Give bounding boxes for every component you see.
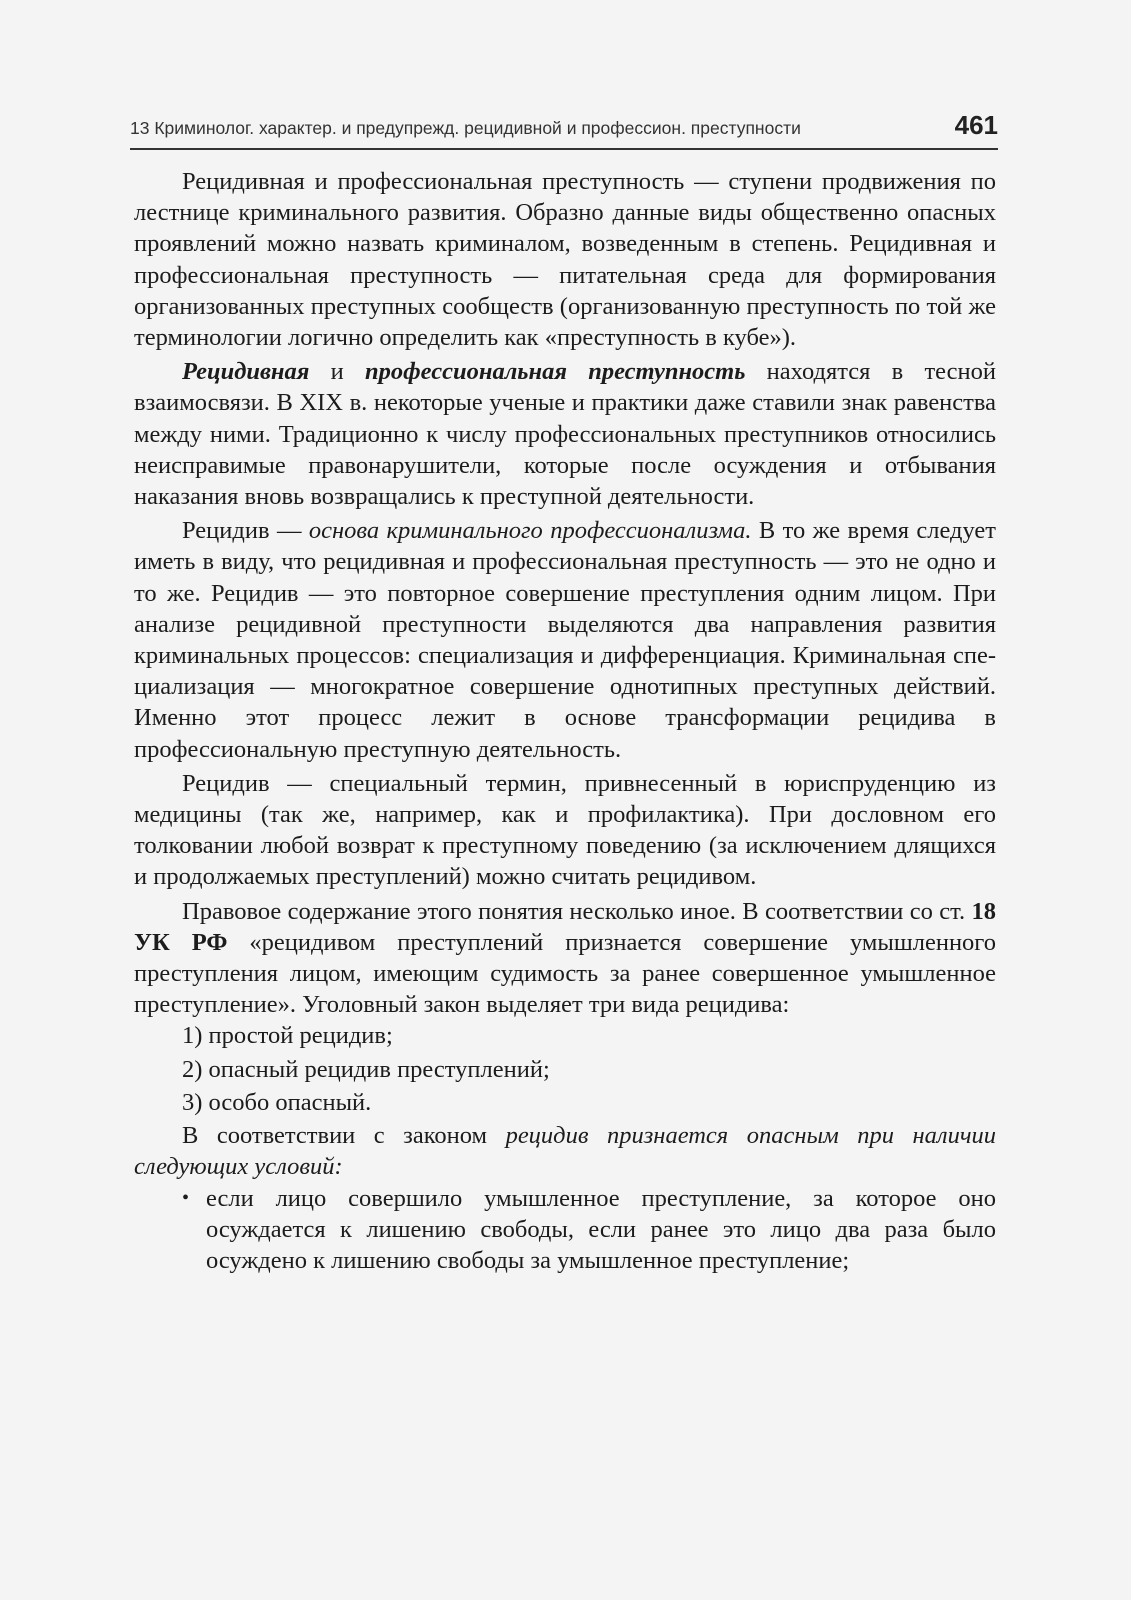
list-item-2: 2) опасный рецидив преступлений;	[182, 1055, 550, 1083]
list-item	[182, 1183, 996, 1277]
paragraph-1: Рецидивная и профессиональная преступность — ступени продвижения по лестнице криминального развития. Образно данные виды общественно опасных проявлений можно назвать криминалом, возведенным в степень. Рецидивная и профессиональная преступность — питательная среда для формирования организованных преступных сообществ (организованную преступность по той же терминологии логично определить как «преступность в кубе»).	[134, 168, 996, 352]
paragraph-3-start: Рецидив —	[182, 517, 309, 545]
paragraph-4: Рецидив — специальный термин, привнесенный в юриспруденцию из медицины (так же, например, как и профилактика). При дословном его толковании любой возврат к преступному поведению (за исключением длящихся и продолжаемых преступлений) можно считать рецидивом.	[134, 769, 996, 891]
body-text	[134, 166, 996, 1276]
emphasis-conditions: рецидив признается опасным при наличии следующих условий:	[134, 1122, 997, 1181]
paragraph-6-start: В соответствии с законом	[182, 1122, 506, 1150]
paragraph-3	[134, 515, 996, 765]
law-reference: 18 УК РФ	[134, 897, 996, 956]
paragraph-3-text: В то же время следует иметь в виду, что рецидивная и профессиональная преступность — это не одно и то же. Рецидив — это повторное совершение преступления одним лицом. При анализе рецидивной преступности выделяются два направления развития криминальных процессов: специализация и дифференциация. Криминальная специализация — многократное совершение однотипных преступных действий. Именно этот процесс лежит в основе трансформации рецидива в профессиональную преступную деятельность.	[134, 517, 997, 763]
conditions-list	[134, 1183, 996, 1277]
paragraph-5	[134, 896, 996, 1021]
paragraph-2-text: находятся в тесной взаимосвязи. В XIX в. некоторые ученые и практики даже ставили знак равенства между ними. Традиционно к числу профессиональных преступников относились неисправимые правонарушители, которые после осуждения и отбывания наказания вновь возвращались к преступной деятельности.	[134, 358, 996, 511]
list-item-3: 3) особо опасный.	[182, 1088, 372, 1116]
running-header	[130, 112, 998, 150]
conjunction: и	[309, 358, 366, 386]
paragraph-5-text: «рецидивом преступлений признается совершение умышленного преступления лицом, имеющим судимость за ранее совершенное умышленное преступление». Уголовный закон выделяет три вида рецидива:	[134, 928, 996, 1019]
paragraph-6	[134, 1120, 996, 1182]
term-recidivist: Рецидивная	[182, 358, 310, 386]
paragraph-2	[134, 356, 996, 512]
bullet-icon: •	[182, 1186, 190, 1209]
list-item-1: 1) простой рецидив;	[182, 1022, 393, 1050]
term-professional-crime: профессиональная преступность	[365, 358, 746, 386]
condition-text: если лицо совершило умышленное преступление, за которое оно осуждается к лишению свободы, если ранее это лицо два раза было осуждено к лишению свободы за умышленное преступление;	[206, 1184, 996, 1274]
emphasis-basis: основа криминального профессионализма.	[308, 517, 752, 545]
running-title: 13 Криминолог. характер. и предупрежд. рецидивной и профессион. преступности	[130, 118, 801, 138]
page-number: 461	[954, 110, 998, 140]
paragraph-5-start: Правовое содержание этого понятия несколько иное. В соответствии со ст.	[182, 897, 972, 925]
